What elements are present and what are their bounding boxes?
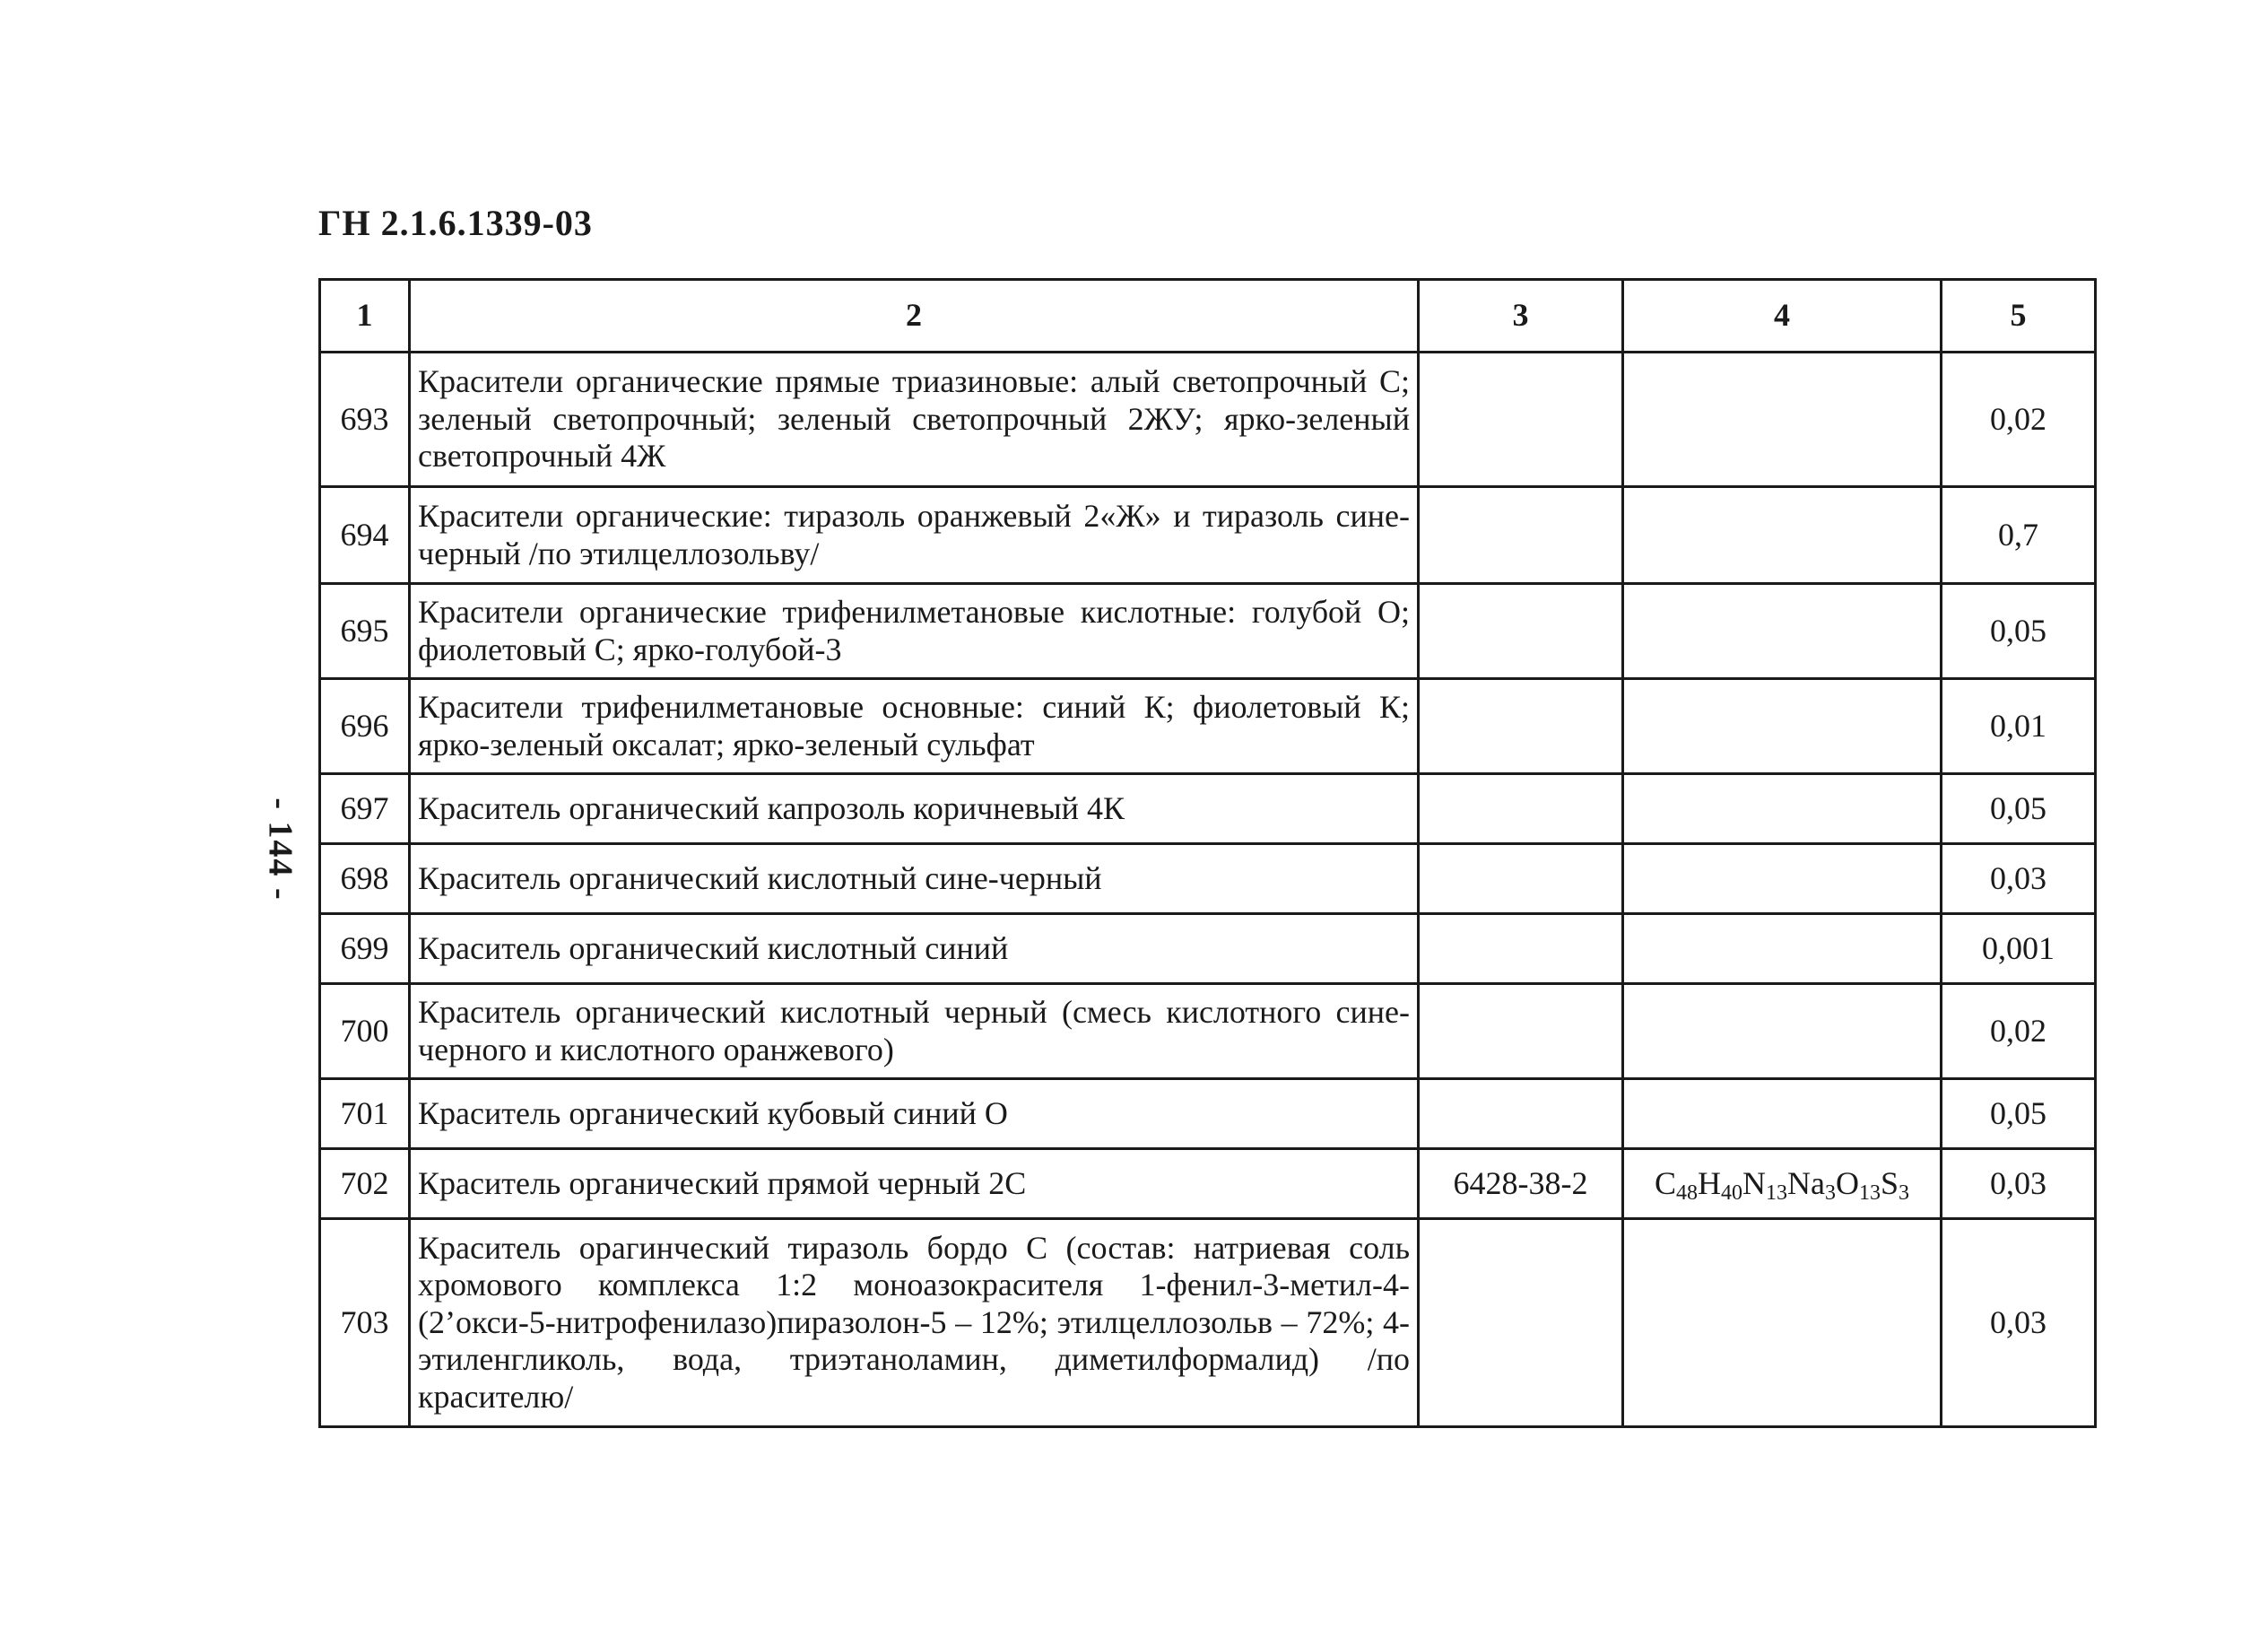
formula-element: C — [1654, 1164, 1676, 1201]
cas-number — [1419, 353, 1623, 487]
limit-value: 0,05 — [1942, 1079, 2096, 1149]
table-row — [320, 487, 2096, 584]
row-number: 697 — [320, 774, 410, 844]
limit-value: 0,7 — [1942, 487, 2096, 584]
limit-value: 0,05 — [1942, 584, 2096, 679]
cas-number — [1419, 584, 1623, 679]
chemical-formula — [1623, 984, 1942, 1079]
page-number: - 144 - — [261, 797, 300, 902]
chemical-formula — [1623, 844, 1942, 914]
formula-subscript: 3 — [1899, 1181, 1910, 1205]
row-number: 700 — [320, 984, 410, 1079]
cas-number: 6428-38-2 — [1419, 1149, 1623, 1219]
cas-number — [1419, 844, 1623, 914]
substance-name: Красители органические трифенилметановые кислотные: голубой О; фиолетовый С; ярко-голубой-3 — [410, 584, 1419, 679]
formula-element: N — [1742, 1164, 1766, 1201]
column-header: 2 — [410, 280, 1419, 353]
table-row — [320, 774, 2096, 844]
formula-text — [1654, 1164, 1910, 1205]
formula-element: H — [1698, 1164, 1721, 1201]
formula-subscript: 13 — [1858, 1181, 1881, 1205]
table-row — [320, 584, 2096, 679]
substance-name: Красители трифенилметановые основные: синий К; фиолетовый К; ярко-зеленый оксалат; ярко-зеленый сульфат — [410, 679, 1419, 774]
row-number: 694 — [320, 487, 410, 584]
chemical-formula — [1623, 353, 1942, 487]
formula-subscript: 40 — [1721, 1181, 1742, 1205]
chemical-formula — [1623, 1149, 1942, 1219]
substance-name: Краситель органический кубовый синий О — [410, 1079, 1419, 1149]
chemical-formula — [1623, 679, 1942, 774]
cas-number — [1419, 984, 1623, 1079]
column-header: 1 — [320, 280, 410, 353]
column-header: 5 — [1942, 280, 2096, 353]
limit-value: 0,02 — [1942, 984, 2096, 1079]
limit-value: 0,03 — [1942, 1219, 2096, 1427]
substances-table — [318, 278, 2097, 1428]
substance-name: Краситель орагинческий тиразоль бордо С (состав: натриевая соль хромового комплекса 1:2 моноазокрасителя 1-фенил-3-метил-4-(2’окси-5-нитрофенилазо)пиразолон-5 – 12%; этилцеллозольв – 72%; 4-этиленгликоль, вода, триэтаноламин, диметилформалид) /по красителю/ — [410, 1219, 1419, 1427]
limit-value: 0,02 — [1942, 353, 2096, 487]
formula-subscript: 3 — [1824, 1181, 1836, 1205]
limit-value: 0,001 — [1942, 914, 2096, 984]
column-header: 3 — [1419, 280, 1623, 353]
substance-name: Краситель органический кислотный сине-черный — [410, 844, 1419, 914]
table-row — [320, 1149, 2096, 1219]
chemical-formula — [1623, 584, 1942, 679]
substance-name: Краситель органический кислотный черный (смесь кислотного сине-черного и кислотного оранжевого) — [410, 984, 1419, 1079]
formula-element: S — [1880, 1164, 1899, 1201]
cas-number — [1419, 914, 1623, 984]
row-number: 699 — [320, 914, 410, 984]
row-number: 703 — [320, 1219, 410, 1427]
chemical-formula — [1623, 914, 1942, 984]
formula-element: Na — [1787, 1164, 1825, 1201]
substance-name: Красители органические: тиразоль оранжевый 2«Ж» и тиразоль сине-черный /по этилцеллозольву/ — [410, 487, 1419, 584]
table-row — [320, 1219, 2096, 1427]
table-row — [320, 679, 2096, 774]
table-row — [320, 844, 2096, 914]
table-row — [320, 984, 2096, 1079]
cas-number — [1419, 1079, 1623, 1149]
limit-value: 0,05 — [1942, 774, 2096, 844]
table-row — [320, 914, 2096, 984]
row-number: 701 — [320, 1079, 410, 1149]
row-number: 693 — [320, 353, 410, 487]
substance-name: Краситель органический прямой черный 2С — [410, 1149, 1419, 1219]
column-header: 4 — [1623, 280, 1942, 353]
cas-number — [1419, 487, 1623, 584]
chemical-formula — [1623, 1079, 1942, 1149]
cas-number — [1419, 774, 1623, 844]
table-body — [320, 353, 2096, 1427]
chemical-formula — [1623, 774, 1942, 844]
formula-subscript: 48 — [1676, 1181, 1698, 1205]
limit-value: 0,03 — [1942, 1149, 2096, 1219]
row-number: 695 — [320, 584, 410, 679]
cas-number — [1419, 679, 1623, 774]
substance-name: Краситель органический кислотный синий — [410, 914, 1419, 984]
formula-element: O — [1835, 1164, 1859, 1201]
substance-name: Краситель органический капрозоль коричневый 4К — [410, 774, 1419, 844]
chemical-formula — [1623, 1219, 1942, 1427]
document-header: ГН 2.1.6.1339-03 — [318, 203, 593, 243]
table-header-row — [320, 280, 2096, 353]
row-number: 696 — [320, 679, 410, 774]
row-number: 698 — [320, 844, 410, 914]
row-number: 702 — [320, 1149, 410, 1219]
chemical-formula — [1623, 487, 1942, 584]
cas-number — [1419, 1219, 1623, 1427]
formula-subscript: 13 — [1766, 1181, 1787, 1205]
limit-value: 0,03 — [1942, 844, 2096, 914]
substance-name: Красители органические прямые триазиновые: алый светопрочный С; зеленый светопрочный; зеленый светопрочный 2ЖУ; ярко-зеленый светопрочный 4Ж — [410, 353, 1419, 487]
table-row — [320, 353, 2096, 487]
limit-value: 0,01 — [1942, 679, 2096, 774]
table-row — [320, 1079, 2096, 1149]
